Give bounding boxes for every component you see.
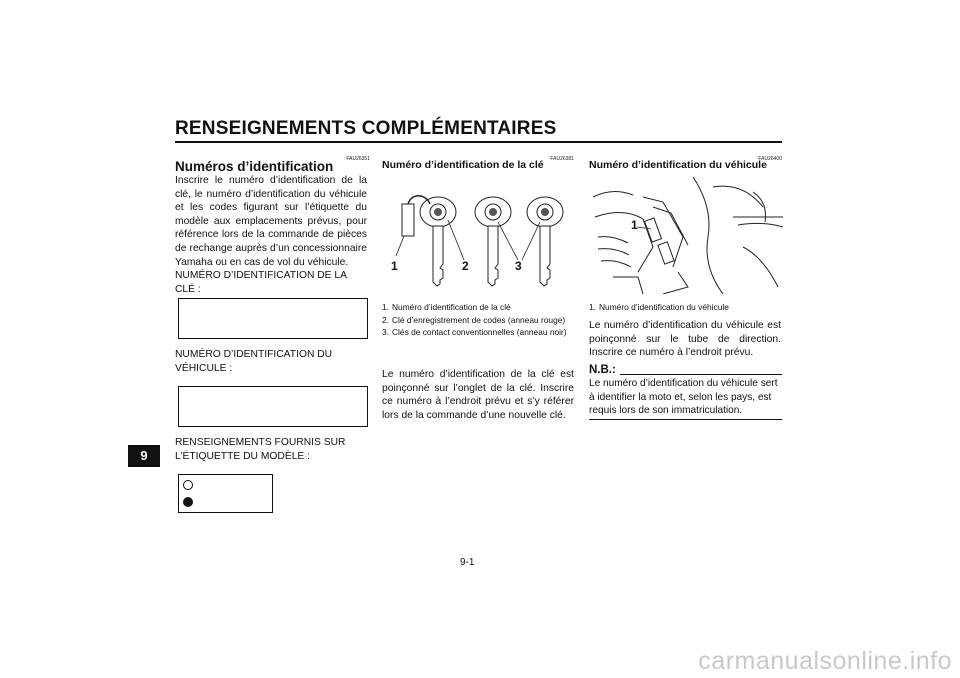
nb-label: N.B.: <box>589 364 616 376</box>
key-number-label: NUMÉRO D’IDENTIFICATION DE LA CLÉ : <box>175 270 347 295</box>
left-column <box>175 174 367 296</box>
watermark: carmanualsonline.info <box>698 647 952 675</box>
callout-1: 1 <box>391 259 398 273</box>
nb-top-rule <box>620 374 782 375</box>
section-code: FAU26400 <box>758 156 782 162</box>
nb-paragraph: Le numéro d’identification du véhicule sert à identifier la moto et, selon les pays, est requis lors de son immatriculation. <box>589 378 778 417</box>
section-title-key: Numéro d’identification de la clé <box>382 159 544 171</box>
page-number: 9-1 <box>460 557 475 568</box>
circle-filled-icon <box>183 497 193 507</box>
section-code: FAU26351 <box>346 156 370 162</box>
caption-standard-keys: Clés de contact conventionnelles (anneau noir) <box>392 327 567 338</box>
caption-key-number: Numéro d’identification de la clé <box>392 302 511 312</box>
callout-2: 2 <box>462 259 469 273</box>
nb-bottom-rule <box>589 419 782 420</box>
section-title-vehicle: Numéro d’identification du véhicule <box>589 159 767 171</box>
page-title: RENSEIGNEMENTS COMPLÉMENTAIRES <box>175 118 557 139</box>
vehicle-frame-illustration <box>593 177 783 294</box>
caption-code-key: Clé d’enregistrement de codes (anneau rouge) <box>392 314 566 325</box>
key-number-field[interactable] <box>178 298 368 339</box>
vehicle-body-paragraph: Le numéro d’identification du véhicule est poinçonné sur le tube de direction. Inscrire ce numéro à l’endroit prévu. <box>589 320 781 359</box>
key-captions: 1. Numéro d’identification de la clé 2. Clé d’enregistrement de codes (anneau rouge) 3. Clés de contact conventionnelles (anneau noir) <box>382 302 567 338</box>
header-rule <box>175 141 782 143</box>
keys-illustration <box>390 190 580 292</box>
section-code: FAU26381 <box>550 156 574 162</box>
section-title-identification: Numéros d’identification <box>175 159 334 174</box>
model-label-label: RENSEIGNEMENTS FOURNIS SUR L’ÉTIQUETTE DU MODÈLE : <box>175 437 346 462</box>
vehicle-number-label: NUMÉRO D’IDENTIFICATION DU VÉHICULE : <box>175 349 333 374</box>
circle-outline-icon <box>183 480 193 490</box>
vehicle-number-field[interactable] <box>178 386 368 427</box>
key-tag <box>402 204 414 236</box>
vehicle-captions: 1. Numéro d’identification du véhicule <box>589 302 729 312</box>
caption-vehicle-number: Numéro d’identification du véhicule <box>599 302 729 312</box>
model-label-field[interactable] <box>178 474 273 513</box>
intro-paragraph: Inscrire le numéro d’identification de la clé, le numéro d’identification du véhicule et les codes figurant sur l’étiquette du modèle aux emplacements prévus, pour référence lors de la commande de pièces de rechange auprès d’un concessionnaire Yamaha ou en cas de vol du véhicule. <box>175 175 367 268</box>
callout-3: 3 <box>515 259 522 273</box>
key-body-paragraph: Le numéro d’identification de la clé est poinçonné sur l’onglet de la clé. Inscrire ce numéro à l’endroit prévu et s’y référer lors de la commande d’une nouvelle clé. <box>382 369 574 421</box>
chapter-tab: 9 <box>128 445 160 467</box>
callout-vehicle-1: 1 <box>631 218 638 232</box>
